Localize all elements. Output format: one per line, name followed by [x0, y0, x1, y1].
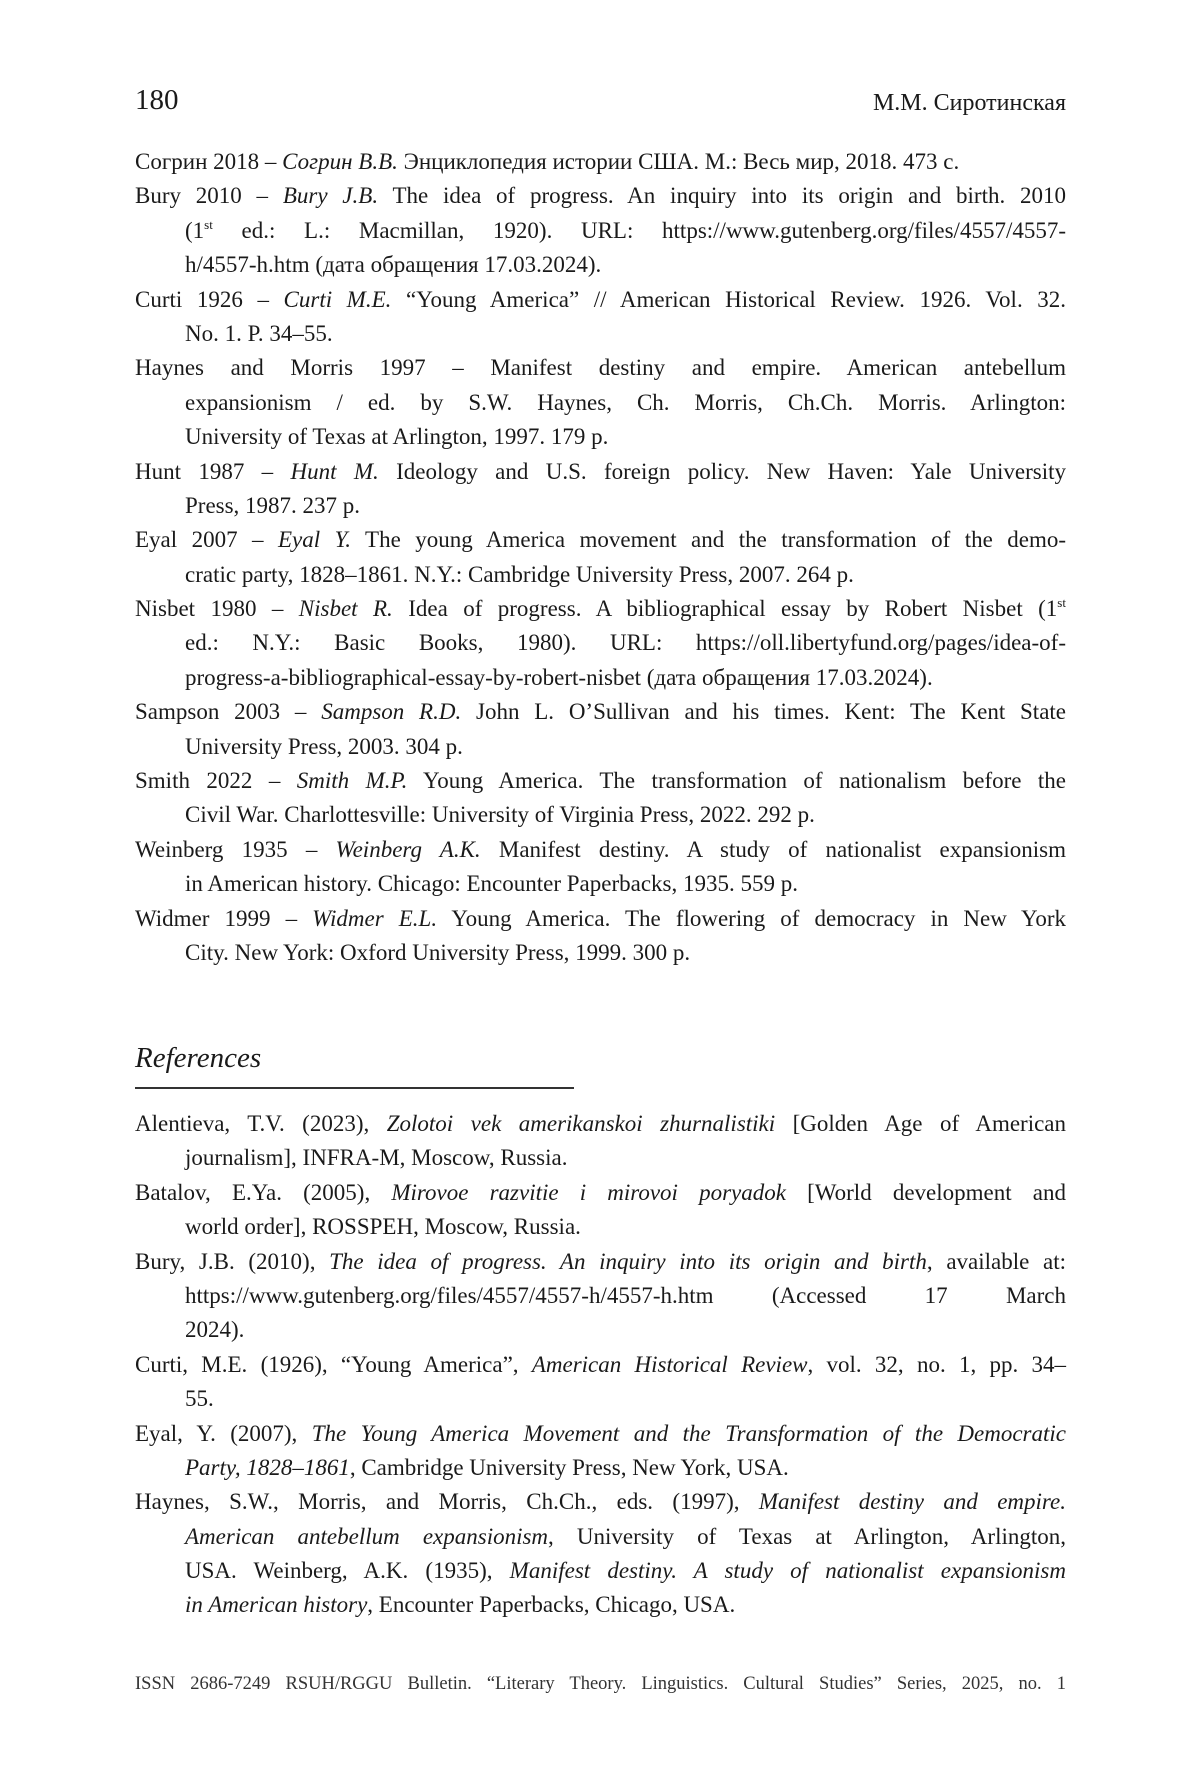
entry-text: h/4557-h.htm (дата обращения 17.03.2024). [185, 252, 602, 278]
entry-text: Sampson 2003 – [135, 699, 322, 725]
italic-text: Smith M.P. [296, 768, 408, 794]
entry-line [135, 592, 1066, 626]
entry-line [135, 283, 1066, 317]
bibliography-list [135, 145, 1066, 970]
reference-entry [135, 1485, 1066, 1623]
reference-entry [135, 695, 1066, 764]
italic-text: American Historical Review [531, 1351, 808, 1377]
entry-line [135, 1176, 1066, 1210]
entry-line [135, 489, 1066, 523]
italic-text: Zolotoi vek amerikanskoi zhurnalistiki [386, 1111, 776, 1136]
italic-text: Curti M.E. [283, 286, 392, 312]
entry-line [135, 386, 1066, 420]
italic-text: Manifest destiny and empire. [758, 1489, 1066, 1515]
entry-text: , Encounter Paperbacks, Chicago, USA. [367, 1592, 736, 1618]
entry-line [135, 626, 1066, 660]
entry-text: [World development and [785, 1179, 1066, 1205]
entry-line [135, 1313, 1066, 1347]
entry-text: “Young America” // American Historical Review. 1926. Vol. 32. [391, 286, 1067, 312]
italic-text: Согрин В.В. [282, 149, 398, 174]
entry-line [135, 214, 1066, 248]
entry-text: No. 1. P. 34–55. [185, 320, 333, 346]
entry-text: Weinberg 1935 – [135, 836, 336, 862]
italic-text: in American history [185, 1592, 368, 1618]
entry-text: Энциклопедия истории США. М.: Весь мир, 2018. 473 с. [397, 149, 960, 174]
entry-text: , Cambridge University Press, New York, USA. [349, 1454, 789, 1480]
entry-text: progress-a-bibliographical-essay-by-robert-nisbet (дата обращения 17.03.2024). [185, 664, 933, 690]
entry-line [135, 867, 1066, 901]
italic-text: The idea of progress. An inquiry into its origin and birth [329, 1248, 927, 1274]
entry-text: John L. O’Sullivan and his times. Kent: The Kent State [461, 699, 1066, 725]
entry-line [135, 902, 1066, 936]
entry-text: Hunt 1987 – [135, 458, 291, 484]
journal-footer: ISSN 2686-7249 RSUH/RGGU Bulletin. “Literary Theory. Linguistics. Cultural Studies” Series, 2025, no. 1 [135, 1674, 1066, 1694]
entry-line [135, 1417, 1066, 1451]
reference-entry [135, 283, 1066, 352]
reference-entry [135, 455, 1066, 524]
italic-text: The Young America Movement and the Transformation of the Democratic [311, 1420, 1066, 1446]
entry-line [135, 1520, 1066, 1554]
italic-text: Widmer E.L. [312, 905, 438, 931]
entry-text: https://www.gutenberg.org/files/4557/4557-h/4557-h.htm (Accessed 17 March [185, 1282, 1066, 1308]
superscript: st [1057, 595, 1066, 611]
reference-entry [135, 351, 1066, 454]
reference-entry [135, 592, 1066, 695]
entry-text: Idea of progress. A bibliographical essay by Robert Nisbet (1 [392, 596, 1058, 622]
italic-text: Party, 1828–1861 [185, 1454, 350, 1480]
entry-text: Manifest destiny. A study of nationalist expansionism [480, 836, 1066, 862]
entry-line [135, 145, 1066, 179]
entry-text: University Press, 2003. 304 p. [185, 733, 463, 759]
entry-line [135, 558, 1066, 592]
entry-line [135, 317, 1066, 351]
entry-text: Civil War. Charlottesville: University of Virginia Press, 2022. 292 p. [185, 802, 815, 828]
entry-line [135, 1554, 1066, 1588]
entry-line [135, 695, 1066, 729]
entry-line [135, 1451, 1066, 1485]
entry-text: ed.: L.: Macmillan, 1920). URL: https://www.gutenberg.org/files/4557/4557- [212, 217, 1066, 243]
reference-entry [135, 764, 1066, 833]
entry-text: 55. [185, 1386, 214, 1412]
entry-text: Ideology and U.S. foreign policy. New Haven: Yale University [378, 458, 1066, 484]
italic-text: Eyal Y. [277, 527, 352, 553]
italic-text: Manifest destiny. A study of nationalist expansionism [509, 1558, 1066, 1584]
entry-line [135, 1588, 1066, 1622]
entry-text: [Golden Age of American [775, 1111, 1067, 1136]
entry-line [135, 661, 1066, 695]
entry-line [135, 1348, 1066, 1382]
entry-text: ed.: N.Y.: Basic Books, 1980). URL: https://oll.libertyfund.org/pages/idea-of- [185, 630, 1066, 656]
reference-entry [135, 523, 1066, 592]
entry-text: The young America movement and the transformation of the demo- [351, 527, 1066, 553]
entry-text: Batalov, E.Ya. (2005), [135, 1179, 392, 1205]
entry-line [135, 1107, 1066, 1141]
entry-line [135, 455, 1066, 489]
entry-line [135, 833, 1066, 867]
entry-text: expansionism / ed. by S.W. Haynes, Ch. Morris, Ch.Ch. Morris. Arlington: [185, 389, 1066, 415]
entry-text: City. New York: Oxford University Press, 1999. 300 p. [185, 939, 691, 965]
entry-text: Alentieva, T.V. (2023), [135, 1111, 387, 1136]
entry-text: Smith 2022 – [135, 768, 297, 794]
reference-entry [135, 902, 1066, 971]
heading-underline [135, 1087, 574, 1089]
entry-text: Eyal 2007 – [135, 527, 278, 553]
entry-text: cratic party, 1828–1861. N.Y.: Cambridge University Press, 2007. 264 p. [185, 561, 854, 587]
page-number: 180 [135, 84, 179, 116]
entry-text: , vol. 32, no. 1, pp. 34– [807, 1351, 1067, 1377]
entry-text: University of Texas at Arlington, 1997. 179 p. [185, 424, 609, 450]
entry-text: 2024). [185, 1317, 245, 1343]
entry-text: Eyal, Y. (2007), [135, 1420, 312, 1446]
running-header-author: М.М. Сиротинская [872, 90, 1066, 116]
entry-text: world order], ROSSPEH, Moscow, Russia. [185, 1214, 581, 1240]
references-list [135, 1107, 1066, 1623]
entry-text: , available at: [926, 1248, 1066, 1274]
entry-text: Widmer 1999 – [135, 905, 313, 931]
entry-text: The idea of progress. An inquiry into its origin and birth. 2010 [378, 183, 1066, 209]
superscript: st [204, 216, 213, 232]
italic-text: Weinberg A.K. [335, 836, 481, 862]
entry-text: Young America. The flowering of democracy in New York [437, 905, 1067, 931]
reference-entry [135, 1348, 1066, 1417]
entry-line [135, 351, 1066, 385]
entry-line [135, 936, 1066, 970]
entry-line [135, 1279, 1066, 1313]
italic-text: Sampson R.D. [321, 699, 462, 725]
entry-line [135, 248, 1066, 282]
entry-text: Haynes, S.W., Morris, and Morris, Ch.Ch., eds. (1997), [135, 1489, 759, 1515]
entry-text: , University of Texas at Arlington, Arlington, [548, 1523, 1066, 1549]
entry-text: USA. Weinberg, A.K. (1935), [185, 1558, 510, 1584]
italic-text: Mirovoe razvitie i mirovoi poryadok [391, 1179, 786, 1205]
entry-text: Согрин 2018 – [135, 149, 283, 174]
entry-line [135, 420, 1066, 454]
italic-text: Nisbet R. [298, 596, 393, 622]
reference-entry [135, 145, 1066, 179]
entry-line [135, 1210, 1066, 1244]
entry-line [135, 730, 1066, 764]
italic-text: American antebellum expansionism [185, 1523, 549, 1549]
entry-text: in American history. Chicago: Encounter Paperbacks, 1935. 559 p. [185, 871, 798, 897]
italic-text: Hunt M. [290, 458, 379, 484]
entry-text: Bury 2010 – [135, 183, 283, 209]
entry-text: journalism], INFRA-M, Moscow, Russia. [185, 1145, 568, 1171]
entry-line [135, 1382, 1066, 1416]
reference-entry [135, 179, 1066, 282]
entry-text: Haynes and Morris 1997 – Manifest destiny and empire. American antebellum [135, 355, 1066, 381]
reference-entry [135, 833, 1066, 902]
entry-line [135, 764, 1066, 798]
reference-entry [135, 1107, 1066, 1176]
entry-text: Bury, J.B. (2010), [135, 1248, 330, 1274]
reference-entry [135, 1176, 1066, 1245]
entry-text: Curti 1926 – [135, 286, 284, 312]
entry-line [135, 1485, 1066, 1519]
entry-text: Press, 1987. 237 p. [185, 492, 361, 518]
reference-entry [135, 1417, 1066, 1486]
entry-line [135, 1245, 1066, 1279]
entry-line [135, 1141, 1066, 1175]
reference-entry [135, 1245, 1066, 1348]
entry-text: Young America. The transformation of nationalism before the [407, 768, 1067, 794]
entry-text: Nisbet 1980 – [135, 596, 299, 622]
entry-line [135, 523, 1066, 557]
references-heading: References [135, 1042, 262, 1074]
entry-line [135, 179, 1066, 213]
entry-text: Curti, M.E. (1926), “Young America”, [135, 1351, 532, 1377]
entry-text: (1 [185, 217, 205, 243]
entry-line [135, 798, 1066, 832]
italic-text: Bury J.B. [282, 183, 379, 209]
